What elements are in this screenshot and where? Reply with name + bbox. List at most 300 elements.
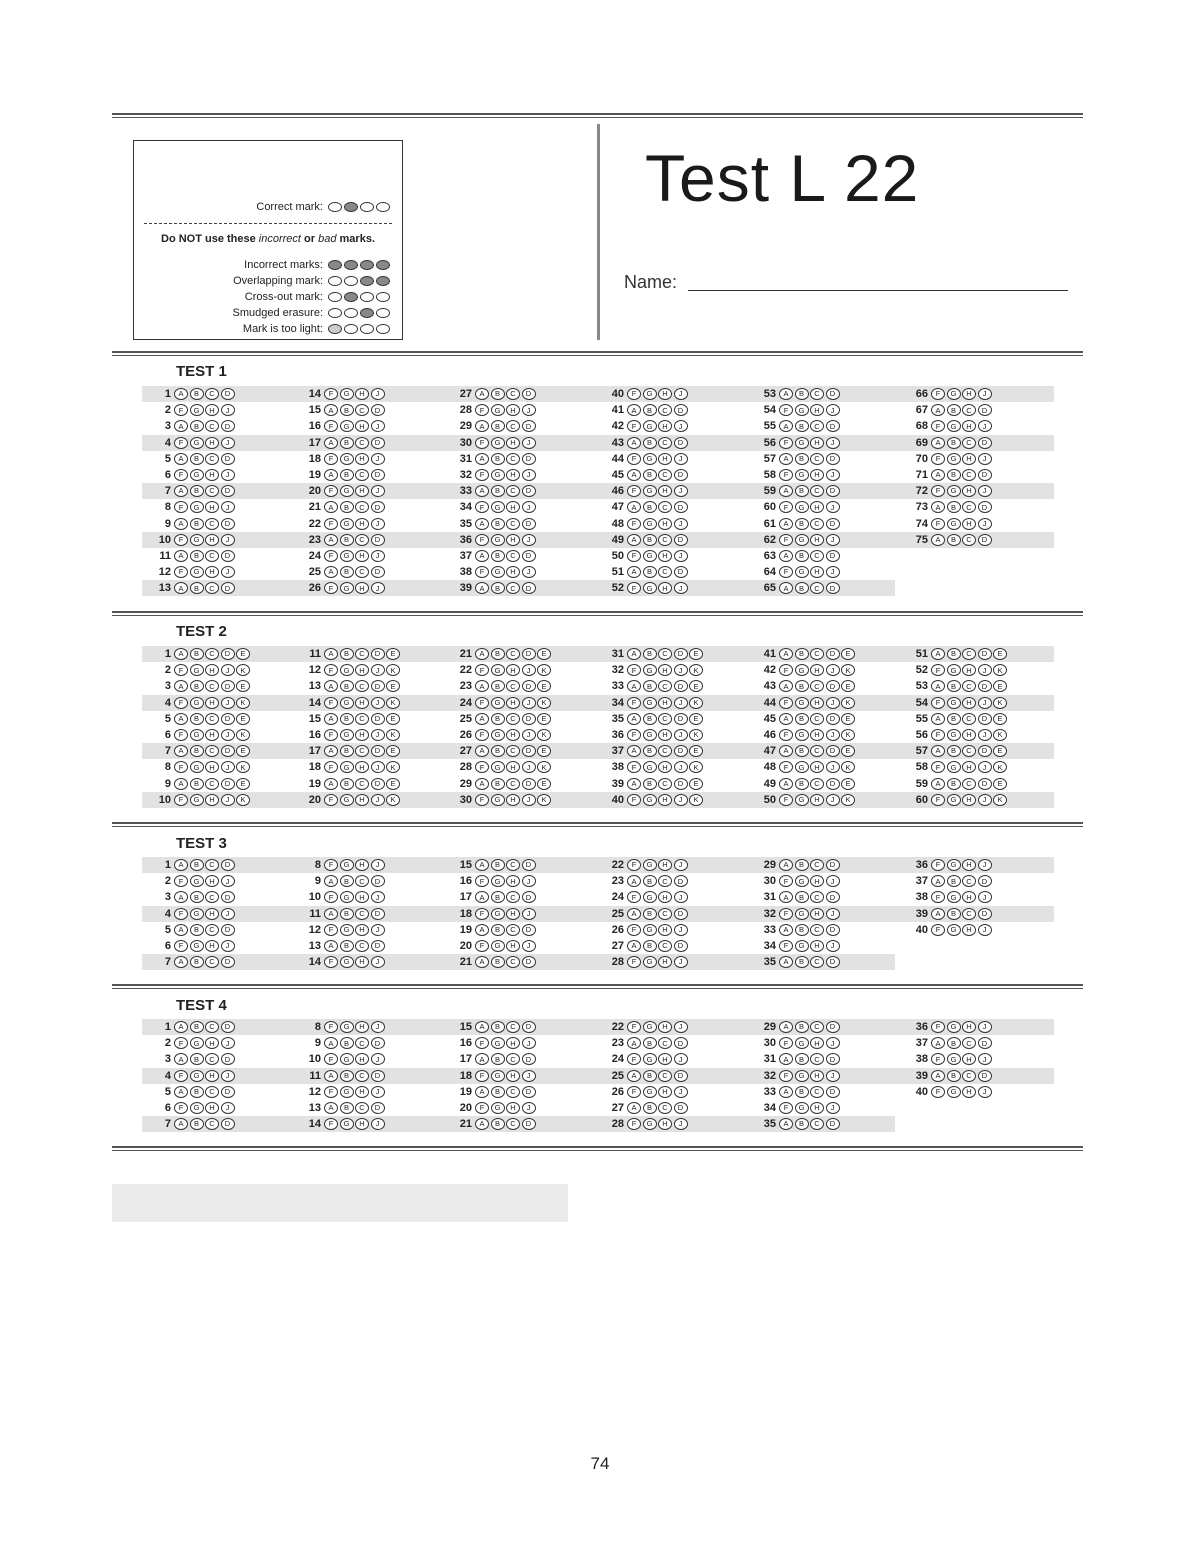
answer-bubble[interactable]: A <box>324 648 338 660</box>
answer-bubble[interactable]: A <box>627 404 641 416</box>
answer-bubble[interactable]: K <box>236 794 250 806</box>
answer-bubble[interactable]: F <box>324 664 338 676</box>
answer-bubble[interactable]: J <box>674 697 688 709</box>
answer-bubble[interactable]: H <box>658 1086 672 1098</box>
answer-bubble[interactable]: F <box>627 453 641 465</box>
answer-bubble[interactable]: A <box>174 680 188 692</box>
answer-bubble[interactable]: J <box>371 420 385 432</box>
answer-bubble[interactable]: C <box>205 680 219 692</box>
answer-bubble[interactable]: D <box>371 1102 385 1114</box>
answer-bubble[interactable]: F <box>174 501 188 513</box>
answer-bubble[interactable]: E <box>386 745 400 757</box>
answer-bubble[interactable]: D <box>826 453 840 465</box>
answer-bubble[interactable]: C <box>962 745 976 757</box>
answer-bubble[interactable]: D <box>674 680 688 692</box>
answer-bubble[interactable]: F <box>627 664 641 676</box>
answer-bubble[interactable]: A <box>475 1053 489 1065</box>
answer-bubble[interactable]: F <box>174 534 188 546</box>
answer-bubble[interactable]: F <box>627 697 641 709</box>
answer-bubble[interactable]: J <box>221 1070 235 1082</box>
answer-bubble[interactable]: B <box>491 1053 505 1065</box>
answer-bubble[interactable]: F <box>627 1021 641 1033</box>
answer-bubble[interactable]: G <box>190 908 204 920</box>
answer-bubble[interactable]: H <box>810 534 824 546</box>
answer-bubble[interactable]: J <box>978 924 992 936</box>
answer-bubble[interactable]: H <box>962 1086 976 1098</box>
answer-bubble[interactable]: G <box>340 420 354 432</box>
answer-bubble[interactable]: C <box>810 485 824 497</box>
answer-bubble[interactable]: H <box>506 940 520 952</box>
answer-bubble[interactable]: A <box>931 908 945 920</box>
answer-bubble[interactable]: J <box>826 794 840 806</box>
answer-bubble[interactable]: A <box>475 648 489 660</box>
answer-bubble[interactable]: H <box>205 761 219 773</box>
answer-bubble[interactable]: J <box>371 1021 385 1033</box>
answer-bubble[interactable]: H <box>962 924 976 936</box>
answer-bubble[interactable]: A <box>627 778 641 790</box>
answer-bubble[interactable]: D <box>522 745 536 757</box>
answer-bubble[interactable]: B <box>491 891 505 903</box>
answer-bubble[interactable]: D <box>522 648 536 660</box>
answer-bubble[interactable]: F <box>475 469 489 481</box>
answer-bubble[interactable]: A <box>174 1021 188 1033</box>
answer-bubble[interactable]: H <box>810 1070 824 1082</box>
answer-bubble[interactable]: H <box>810 794 824 806</box>
answer-bubble[interactable]: G <box>190 1102 204 1114</box>
answer-bubble[interactable]: F <box>779 1102 793 1114</box>
answer-bubble[interactable]: G <box>947 420 961 432</box>
answer-bubble[interactable]: G <box>340 729 354 741</box>
answer-bubble[interactable]: G <box>947 859 961 871</box>
answer-bubble[interactable]: C <box>205 713 219 725</box>
answer-bubble[interactable]: J <box>522 469 536 481</box>
answer-bubble[interactable]: A <box>174 778 188 790</box>
answer-bubble[interactable]: J <box>221 501 235 513</box>
answer-bubble[interactable]: H <box>658 697 672 709</box>
answer-bubble[interactable]: D <box>522 1021 536 1033</box>
answer-bubble[interactable]: G <box>643 794 657 806</box>
answer-bubble[interactable]: C <box>506 745 520 757</box>
answer-bubble[interactable]: C <box>205 924 219 936</box>
answer-bubble[interactable]: A <box>475 956 489 968</box>
answer-bubble[interactable]: H <box>658 729 672 741</box>
answer-bubble[interactable]: A <box>627 501 641 513</box>
answer-bubble[interactable]: F <box>324 761 338 773</box>
answer-bubble[interactable]: B <box>190 956 204 968</box>
answer-bubble[interactable]: F <box>627 420 641 432</box>
answer-bubble[interactable]: A <box>931 778 945 790</box>
answer-bubble[interactable]: C <box>205 648 219 660</box>
answer-bubble[interactable]: J <box>826 875 840 887</box>
answer-bubble[interactable]: D <box>826 745 840 757</box>
answer-bubble[interactable]: F <box>475 664 489 676</box>
answer-bubble[interactable]: A <box>475 891 489 903</box>
answer-bubble[interactable]: A <box>627 1037 641 1049</box>
answer-bubble[interactable]: B <box>491 518 505 530</box>
answer-bubble[interactable]: H <box>205 437 219 449</box>
answer-bubble[interactable]: A <box>174 1086 188 1098</box>
answer-bubble[interactable]: H <box>506 1102 520 1114</box>
answer-bubble[interactable]: D <box>522 956 536 968</box>
answer-bubble[interactable]: J <box>371 518 385 530</box>
answer-bubble[interactable]: K <box>236 697 250 709</box>
answer-bubble[interactable]: C <box>506 420 520 432</box>
answer-bubble[interactable]: H <box>506 794 520 806</box>
answer-bubble[interactable]: B <box>795 713 809 725</box>
answer-bubble[interactable]: A <box>475 778 489 790</box>
answer-bubble[interactable]: A <box>174 1118 188 1130</box>
answer-bubble[interactable]: G <box>947 485 961 497</box>
answer-bubble[interactable]: J <box>674 859 688 871</box>
answer-bubble[interactable]: H <box>355 582 369 594</box>
answer-bubble[interactable]: K <box>689 697 703 709</box>
answer-bubble[interactable]: A <box>627 713 641 725</box>
answer-bubble[interactable]: G <box>491 501 505 513</box>
answer-bubble[interactable]: A <box>931 404 945 416</box>
answer-bubble[interactable]: C <box>810 745 824 757</box>
answer-bubble[interactable]: C <box>205 1118 219 1130</box>
answer-bubble[interactable]: G <box>643 485 657 497</box>
answer-bubble[interactable]: B <box>795 956 809 968</box>
answer-bubble[interactable]: J <box>221 875 235 887</box>
answer-bubble[interactable]: H <box>962 420 976 432</box>
answer-bubble[interactable]: E <box>689 745 703 757</box>
answer-bubble[interactable]: H <box>962 485 976 497</box>
answer-bubble[interactable]: D <box>221 420 235 432</box>
answer-bubble[interactable]: H <box>810 908 824 920</box>
answer-bubble[interactable]: C <box>506 648 520 660</box>
answer-bubble[interactable]: D <box>978 778 992 790</box>
answer-bubble[interactable]: F <box>475 566 489 578</box>
answer-bubble[interactable]: D <box>221 648 235 660</box>
answer-bubble[interactable]: A <box>779 388 793 400</box>
answer-bubble[interactable]: B <box>795 485 809 497</box>
answer-bubble[interactable]: E <box>236 648 250 660</box>
answer-bubble[interactable]: D <box>371 778 385 790</box>
answer-bubble[interactable]: B <box>340 1037 354 1049</box>
answer-bubble[interactable]: H <box>355 1021 369 1033</box>
answer-bubble[interactable]: A <box>779 648 793 660</box>
answer-bubble[interactable]: D <box>522 924 536 936</box>
answer-bubble[interactable]: B <box>340 501 354 513</box>
answer-bubble[interactable]: H <box>355 550 369 562</box>
answer-bubble[interactable]: G <box>190 534 204 546</box>
answer-bubble[interactable]: C <box>658 1102 672 1114</box>
answer-bubble[interactable]: C <box>205 745 219 757</box>
answer-bubble[interactable]: A <box>779 1118 793 1130</box>
answer-bubble[interactable]: K <box>386 697 400 709</box>
answer-bubble[interactable]: B <box>643 1102 657 1114</box>
answer-bubble[interactable]: J <box>221 566 235 578</box>
answer-bubble[interactable]: D <box>522 778 536 790</box>
answer-bubble[interactable]: B <box>190 745 204 757</box>
answer-bubble[interactable]: C <box>205 453 219 465</box>
answer-bubble[interactable]: K <box>689 664 703 676</box>
answer-bubble[interactable]: H <box>205 664 219 676</box>
answer-bubble[interactable]: G <box>795 875 809 887</box>
answer-bubble[interactable]: H <box>962 1021 976 1033</box>
answer-bubble[interactable]: B <box>947 875 961 887</box>
answer-bubble[interactable]: A <box>324 680 338 692</box>
answer-bubble[interactable]: E <box>993 680 1007 692</box>
answer-bubble[interactable]: C <box>810 778 824 790</box>
answer-bubble[interactable]: J <box>826 761 840 773</box>
answer-bubble[interactable]: B <box>643 940 657 952</box>
answer-bubble[interactable]: D <box>522 891 536 903</box>
answer-bubble[interactable]: D <box>522 582 536 594</box>
answer-bubble[interactable]: F <box>174 566 188 578</box>
answer-bubble[interactable]: A <box>931 745 945 757</box>
answer-bubble[interactable]: K <box>386 729 400 741</box>
answer-bubble[interactable]: E <box>386 713 400 725</box>
answer-bubble[interactable]: C <box>962 437 976 449</box>
answer-bubble[interactable]: K <box>386 794 400 806</box>
answer-bubble[interactable]: H <box>355 891 369 903</box>
answer-bubble[interactable]: G <box>190 469 204 481</box>
answer-bubble[interactable]: B <box>795 582 809 594</box>
answer-bubble[interactable]: B <box>643 713 657 725</box>
answer-bubble[interactable]: H <box>355 1118 369 1130</box>
answer-bubble[interactable]: G <box>643 388 657 400</box>
answer-bubble[interactable]: J <box>522 1070 536 1082</box>
answer-bubble[interactable]: E <box>689 648 703 660</box>
answer-bubble[interactable]: G <box>947 761 961 773</box>
answer-bubble[interactable]: A <box>475 680 489 692</box>
answer-bubble[interactable]: J <box>978 518 992 530</box>
answer-bubble[interactable]: G <box>795 566 809 578</box>
answer-bubble[interactable]: A <box>627 534 641 546</box>
answer-bubble[interactable]: A <box>779 1086 793 1098</box>
answer-bubble[interactable]: C <box>810 550 824 562</box>
answer-bubble[interactable]: F <box>174 469 188 481</box>
answer-bubble[interactable]: B <box>643 437 657 449</box>
answer-bubble[interactable]: A <box>174 891 188 903</box>
answer-bubble[interactable]: F <box>779 697 793 709</box>
answer-bubble[interactable]: F <box>931 729 945 741</box>
answer-bubble[interactable]: D <box>522 453 536 465</box>
answer-bubble[interactable]: G <box>643 1021 657 1033</box>
answer-bubble[interactable]: F <box>324 550 338 562</box>
answer-bubble[interactable]: H <box>205 697 219 709</box>
answer-bubble[interactable]: B <box>340 566 354 578</box>
answer-bubble[interactable]: H <box>355 924 369 936</box>
answer-bubble[interactable]: D <box>371 469 385 481</box>
answer-bubble[interactable]: F <box>627 1086 641 1098</box>
answer-bubble[interactable]: B <box>643 469 657 481</box>
answer-bubble[interactable]: D <box>826 420 840 432</box>
answer-bubble[interactable]: G <box>190 875 204 887</box>
answer-bubble[interactable]: H <box>810 729 824 741</box>
answer-bubble[interactable]: G <box>795 1070 809 1082</box>
answer-bubble[interactable]: A <box>324 875 338 887</box>
answer-bubble[interactable]: C <box>205 1086 219 1098</box>
answer-bubble[interactable]: F <box>174 1070 188 1082</box>
answer-bubble[interactable]: D <box>826 778 840 790</box>
answer-bubble[interactable]: G <box>491 566 505 578</box>
answer-bubble[interactable]: J <box>674 664 688 676</box>
answer-bubble[interactable]: D <box>826 1118 840 1130</box>
answer-bubble[interactable]: F <box>324 891 338 903</box>
answer-bubble[interactable]: F <box>779 908 793 920</box>
answer-bubble[interactable]: D <box>371 875 385 887</box>
answer-bubble[interactable]: A <box>174 550 188 562</box>
answer-bubble[interactable]: D <box>978 501 992 513</box>
answer-bubble[interactable]: C <box>205 550 219 562</box>
answer-bubble[interactable]: J <box>371 582 385 594</box>
answer-bubble[interactable]: G <box>643 1118 657 1130</box>
answer-bubble[interactable]: A <box>324 1070 338 1082</box>
answer-bubble[interactable]: A <box>475 1086 489 1098</box>
answer-bubble[interactable]: G <box>795 437 809 449</box>
answer-bubble[interactable]: A <box>475 1021 489 1033</box>
answer-bubble[interactable]: C <box>962 1037 976 1049</box>
answer-bubble[interactable]: J <box>826 664 840 676</box>
answer-bubble[interactable]: J <box>371 550 385 562</box>
answer-bubble[interactable]: F <box>779 437 793 449</box>
answer-bubble[interactable]: B <box>643 1037 657 1049</box>
answer-bubble[interactable]: K <box>841 664 855 676</box>
answer-bubble[interactable]: H <box>810 1037 824 1049</box>
answer-bubble[interactable]: F <box>931 664 945 676</box>
answer-bubble[interactable]: G <box>340 453 354 465</box>
answer-bubble[interactable]: H <box>962 1053 976 1065</box>
answer-bubble[interactable]: B <box>795 745 809 757</box>
answer-bubble[interactable]: D <box>978 908 992 920</box>
answer-bubble[interactable]: B <box>491 485 505 497</box>
answer-bubble[interactable]: H <box>506 729 520 741</box>
answer-bubble[interactable]: H <box>962 794 976 806</box>
answer-bubble[interactable]: A <box>627 875 641 887</box>
answer-bubble[interactable]: D <box>221 550 235 562</box>
answer-bubble[interactable]: D <box>826 518 840 530</box>
answer-bubble[interactable]: J <box>826 501 840 513</box>
answer-bubble[interactable]: D <box>826 388 840 400</box>
answer-bubble[interactable]: J <box>522 697 536 709</box>
answer-bubble[interactable]: H <box>810 761 824 773</box>
answer-bubble[interactable]: C <box>658 534 672 546</box>
answer-bubble[interactable]: H <box>658 388 672 400</box>
answer-bubble[interactable]: A <box>174 518 188 530</box>
answer-bubble[interactable]: A <box>627 648 641 660</box>
answer-bubble[interactable]: F <box>324 859 338 871</box>
answer-bubble[interactable]: K <box>841 761 855 773</box>
answer-bubble[interactable]: C <box>205 859 219 871</box>
answer-bubble[interactable]: J <box>826 1037 840 1049</box>
answer-bubble[interactable]: E <box>841 648 855 660</box>
answer-bubble[interactable]: F <box>324 1086 338 1098</box>
answer-bubble[interactable]: C <box>506 713 520 725</box>
answer-bubble[interactable]: E <box>841 778 855 790</box>
answer-bubble[interactable]: G <box>190 1070 204 1082</box>
answer-bubble[interactable]: J <box>978 794 992 806</box>
answer-bubble[interactable]: B <box>491 745 505 757</box>
answer-bubble[interactable]: F <box>174 404 188 416</box>
answer-bubble[interactable]: K <box>689 761 703 773</box>
answer-bubble[interactable]: D <box>674 713 688 725</box>
answer-bubble[interactable]: D <box>522 550 536 562</box>
answer-bubble[interactable]: A <box>324 534 338 546</box>
answer-bubble[interactable]: A <box>174 485 188 497</box>
answer-bubble[interactable]: G <box>340 1086 354 1098</box>
answer-bubble[interactable]: F <box>324 518 338 530</box>
answer-bubble[interactable]: A <box>324 469 338 481</box>
answer-bubble[interactable]: H <box>355 453 369 465</box>
answer-bubble[interactable]: A <box>324 940 338 952</box>
answer-bubble[interactable]: B <box>491 648 505 660</box>
answer-bubble[interactable]: B <box>795 924 809 936</box>
answer-bubble[interactable]: C <box>658 437 672 449</box>
answer-bubble[interactable]: J <box>371 453 385 465</box>
answer-bubble[interactable]: C <box>962 875 976 887</box>
answer-bubble[interactable]: A <box>174 713 188 725</box>
answer-bubble[interactable]: D <box>221 891 235 903</box>
answer-bubble[interactable]: D <box>221 859 235 871</box>
answer-bubble[interactable]: A <box>779 518 793 530</box>
answer-bubble[interactable]: C <box>506 550 520 562</box>
answer-bubble[interactable]: G <box>795 940 809 952</box>
answer-bubble[interactable]: F <box>174 908 188 920</box>
answer-bubble[interactable]: B <box>340 778 354 790</box>
answer-bubble[interactable]: J <box>371 924 385 936</box>
answer-bubble[interactable]: D <box>978 713 992 725</box>
answer-bubble[interactable]: D <box>221 1086 235 1098</box>
answer-bubble[interactable]: H <box>205 875 219 887</box>
answer-bubble[interactable]: C <box>810 924 824 936</box>
answer-bubble[interactable]: B <box>491 859 505 871</box>
answer-bubble[interactable]: D <box>522 518 536 530</box>
answer-bubble[interactable]: A <box>627 1070 641 1082</box>
answer-bubble[interactable]: E <box>537 713 551 725</box>
answer-bubble[interactable]: J <box>221 437 235 449</box>
answer-bubble[interactable]: D <box>826 713 840 725</box>
answer-bubble[interactable]: G <box>947 1086 961 1098</box>
answer-bubble[interactable]: H <box>658 794 672 806</box>
answer-bubble[interactable]: H <box>205 1102 219 1114</box>
answer-bubble[interactable]: F <box>931 794 945 806</box>
answer-bubble[interactable]: C <box>506 1086 520 1098</box>
answer-bubble[interactable]: D <box>221 518 235 530</box>
answer-bubble[interactable]: D <box>826 550 840 562</box>
answer-bubble[interactable]: D <box>522 420 536 432</box>
answer-bubble[interactable]: H <box>962 697 976 709</box>
answer-bubble[interactable]: C <box>962 713 976 725</box>
answer-bubble[interactable]: J <box>371 1053 385 1065</box>
answer-bubble[interactable]: D <box>371 1037 385 1049</box>
answer-bubble[interactable]: K <box>841 697 855 709</box>
answer-bubble[interactable]: B <box>491 420 505 432</box>
answer-bubble[interactable]: J <box>221 940 235 952</box>
answer-bubble[interactable]: H <box>355 729 369 741</box>
answer-bubble[interactable]: D <box>221 453 235 465</box>
answer-bubble[interactable]: B <box>795 648 809 660</box>
answer-bubble[interactable]: H <box>205 534 219 546</box>
answer-bubble[interactable]: C <box>658 908 672 920</box>
answer-bubble[interactable]: D <box>522 1086 536 1098</box>
answer-bubble[interactable]: D <box>978 680 992 692</box>
answer-bubble[interactable]: H <box>810 664 824 676</box>
answer-bubble[interactable]: K <box>993 664 1007 676</box>
answer-bubble[interactable]: D <box>978 745 992 757</box>
answer-bubble[interactable]: F <box>779 729 793 741</box>
answer-bubble[interactable]: H <box>658 859 672 871</box>
answer-bubble[interactable]: F <box>627 388 641 400</box>
answer-bubble[interactable]: B <box>190 924 204 936</box>
answer-bubble[interactable]: G <box>491 761 505 773</box>
answer-bubble[interactable]: B <box>190 1118 204 1130</box>
answer-bubble[interactable]: J <box>674 1118 688 1130</box>
answer-bubble[interactable]: D <box>522 680 536 692</box>
answer-bubble[interactable]: B <box>643 778 657 790</box>
